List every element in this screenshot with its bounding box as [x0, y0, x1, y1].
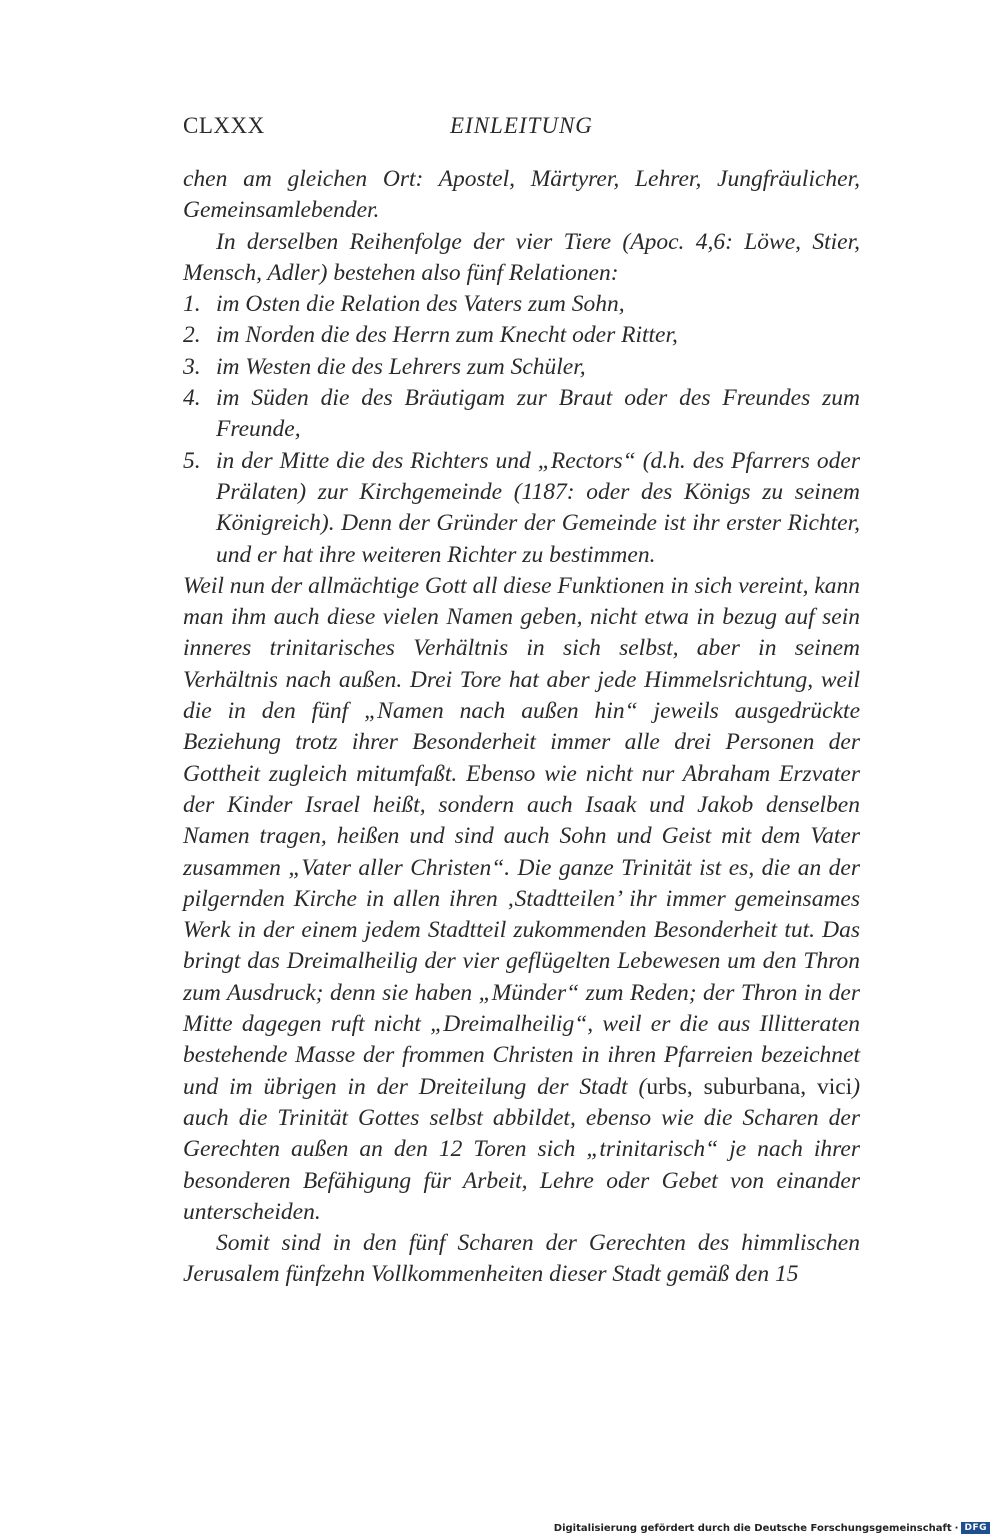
list-item: [183, 352, 860, 383]
paragraph-relations-intro: In derselben Reihenfolge der vier Tiere (Apoc. 4,6: Löwe, Stier, Mensch, Adler) bestehen also fünf Relationen:: [183, 228, 860, 286]
list-item-text: im Westen die des Lehrers zum Schüler,: [216, 353, 586, 380]
running-title: EINLEITUNG: [450, 113, 593, 138]
body-text: [183, 164, 860, 1291]
dfg-logo: DFG: [961, 1522, 990, 1534]
list-item-number: 2.: [183, 322, 201, 349]
paragraph-trinity: [183, 571, 860, 1228]
list-item-text: in der Mitte die des Richters und „Rectors“ (d.h. des Pfarrers oder Prälaten) zur Kirchgemeinde (1187: oder des Königs zu seinem Königreich). Denn der Gründer der Gemeinde ist ihr erster Richter, und er hat ihre weiteren Richter zu bestimmen.: [216, 447, 860, 568]
list-item-number: 5.: [183, 447, 201, 474]
list-item: [183, 320, 860, 351]
credit-text: Digitalisierung gefördert durch die Deutsche Forschungsgemeinschaft: [553, 1522, 952, 1534]
list-item-number: 1.: [183, 291, 201, 318]
paragraph-continuation: chen am gleichen Ort: Apostel, Märtyrer, Lehrer, Jungfräulicher, Gemeinsamlebender.: [183, 166, 860, 224]
running-head: [183, 110, 860, 146]
page: [183, 110, 860, 1291]
relations-list: [183, 289, 860, 571]
credit-separator: ·: [954, 1522, 959, 1534]
list-item-text: im Norden die des Herrn zum Knecht oder Ritter,: [216, 322, 678, 349]
list-item-text: im Osten die Relation des Vaters zum Sohn,: [216, 291, 625, 318]
page-number: CLXXX: [183, 113, 265, 138]
digitization-credit: [554, 1522, 990, 1534]
roman-term: urbs, suburbana, vici: [646, 1073, 853, 1100]
paragraph-trinity-text: Weil nun der allmächtige Gott all diese Funktionen in sich vereint, kann man ihm auch diese vielen Namen geben, nicht etwa in bezug auf sein inneres trinitarisches Verhältnis in sich selbst, aber in seinem Verhältnis nach außen. Drei Tore hat aber jede Himmelsrichtung, weil die in den fünf „Namen nach außen hin“ jeweils ausgedrückte Beziehung trotz ihrer Besonderheit immer alle drei Personen der Gottheit zugleich mitumfaßt. Ebenso wie nicht nur Abraham Erzvater der Kinder Israel heißt, sondern auch Isaak und Jakob denselben Namen tragen, heißen und sind auch Sohn und Geist mit dem Vater zusammen „Vater aller Christen“. Die ganze Trinität ist es, die an der pilgernden Kirche in allen ihren ‚Stadtteilen’ ihr immer gemeinsames Werk in der einem jedem Stadtteil zukommenden Besonderheit tut. Das bringt das Dreimalheilig der vier geflügelten Lebewesen um den Thron zum Ausdruck; denn sie haben „Münder“ zum Reden; der Thron in der Mitte dagegen ruft nicht „Dreimalheilig“, weil er die aus Illitteraten bestehende Masse der frommen Christen in ihren Pfarreien bezeichnet und im übrigen in der Dreiteilung der Stadt (: [183, 572, 861, 1100]
paragraph-perfections: Somit sind in den fünf Scharen der Gerechten des himmlischen Jerusalem fünfzehn Vollkommenheiten dieser Stadt gemäß den 15: [183, 1230, 860, 1288]
paragraph-trinity-text-end: ) auch die Trinität Gottes selbst abbildet, ebenso wie die Scharen der Gerechten außen an den 12 Toren sich „trinitarisch“ je nach ihrer besonderen Befähigung für Arbeit, Lehre oder Gebet von einander unterscheiden.: [183, 1073, 861, 1225]
list-item-number: 4.: [183, 385, 201, 412]
list-item: [183, 446, 860, 571]
list-item-number: 3.: [183, 353, 201, 380]
list-item: [183, 289, 860, 320]
list-item-text: im Süden die des Bräutigam zur Braut oder des Freundes zum Freunde,: [216, 385, 860, 443]
list-item: [183, 383, 860, 446]
